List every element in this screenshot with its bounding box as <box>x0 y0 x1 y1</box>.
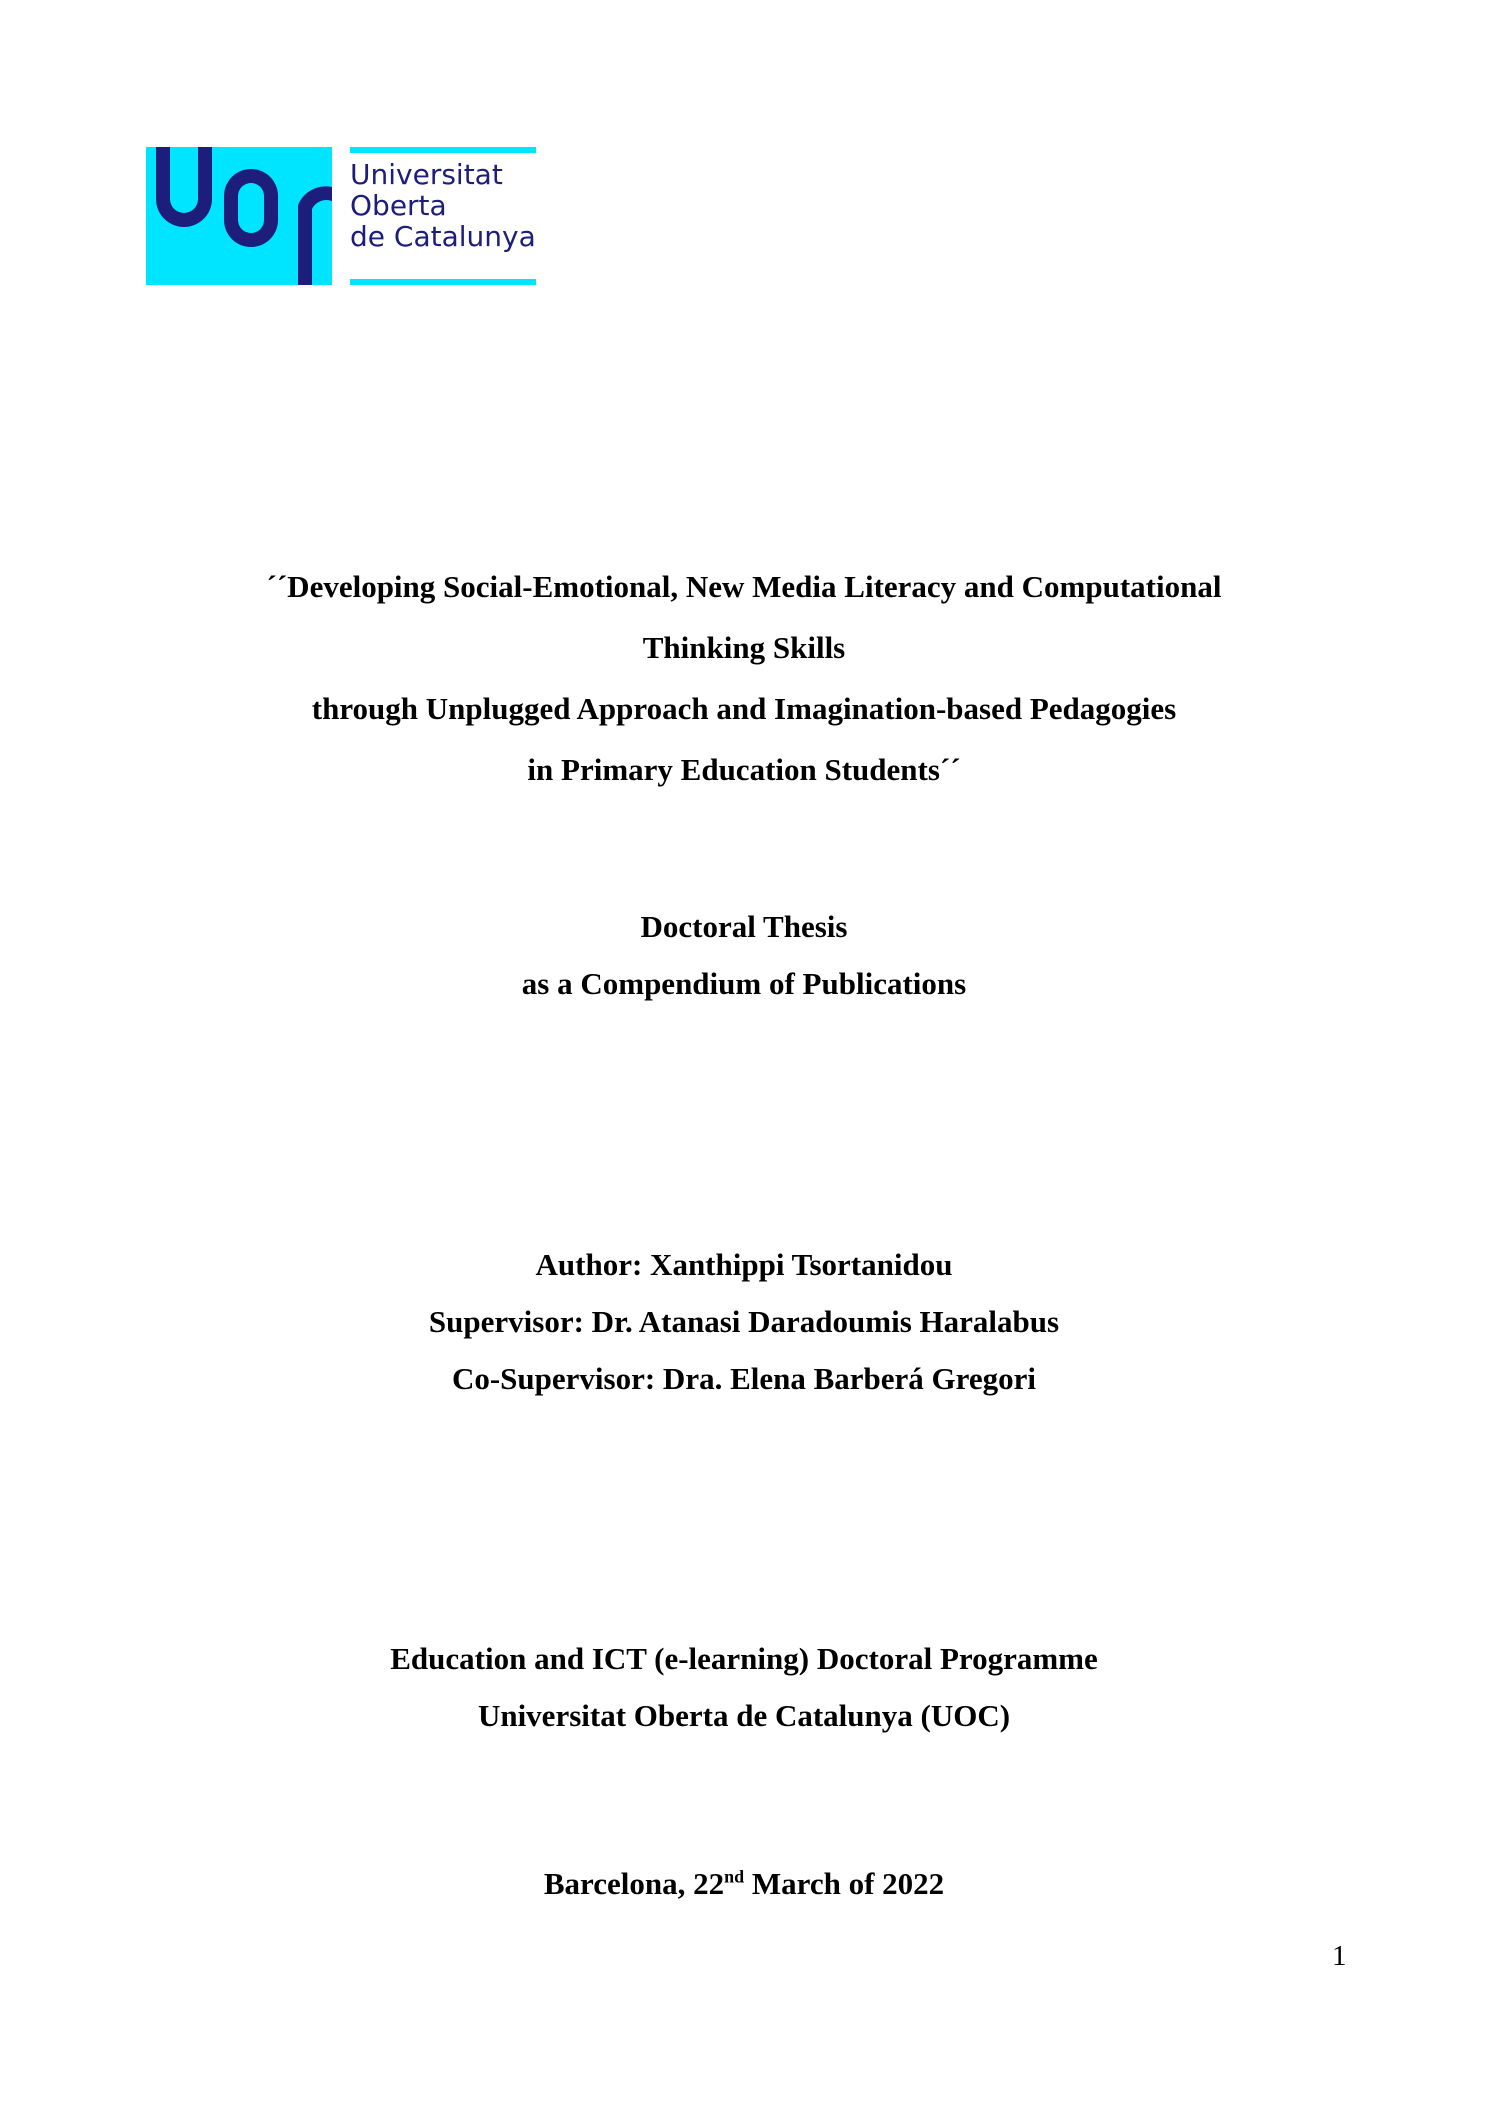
title-line: through Unplugged Approach and Imagination-based Pedagogies <box>311 691 1177 726</box>
logo-line-1: Universitat <box>350 158 503 191</box>
logo-line-2: Oberta <box>350 189 447 222</box>
date-ordinal: nd <box>724 1866 745 1887</box>
date-suffix: March of 2022 <box>744 1866 945 1901</box>
authors-block <box>0 1236 1488 1407</box>
title-line: in Primary Education Students´´ <box>527 752 961 787</box>
logo-wordmark <box>350 159 536 252</box>
logo-line-3: de Catalunya <box>350 220 536 253</box>
author-line: Author: Xanthippi Tsortanidou <box>535 1247 953 1282</box>
date-line <box>0 1855 1488 1912</box>
page-number: 1 <box>1332 1940 1347 1972</box>
title-line: ´´Developing Social-Emotional, New Media Literacy and Computational <box>266 569 1222 604</box>
institution-line: Universitat Oberta de Catalunya (UOC) <box>477 1698 1011 1733</box>
thesis-title <box>0 556 1488 800</box>
uoc-logo <box>146 147 536 285</box>
uoc-monogram <box>146 147 332 285</box>
thesis-type-line: Doctoral Thesis <box>640 909 848 944</box>
logo-bar-top <box>350 147 536 153</box>
date-text <box>0 1855 1488 1912</box>
logo-bar-bottom <box>350 279 536 285</box>
date-prefix: Barcelona, 22 <box>543 1866 725 1901</box>
uoc-logo-mark <box>146 147 332 285</box>
co-supervisor-line: Co-Supervisor: Dra. Elena Barberá Gregori <box>451 1361 1037 1396</box>
program-line: Education and ICT (e-learning) Doctoral Programme <box>390 1641 1098 1676</box>
program-block <box>0 1630 1488 1744</box>
thesis-type-line: as a Compendium of Publications <box>521 966 967 1001</box>
thesis-type <box>0 898 1488 1012</box>
title-line: Thinking Skills <box>642 630 846 665</box>
supervisor-line: Supervisor: Dr. Atanasi Daradoumis Haralabus <box>428 1304 1060 1339</box>
